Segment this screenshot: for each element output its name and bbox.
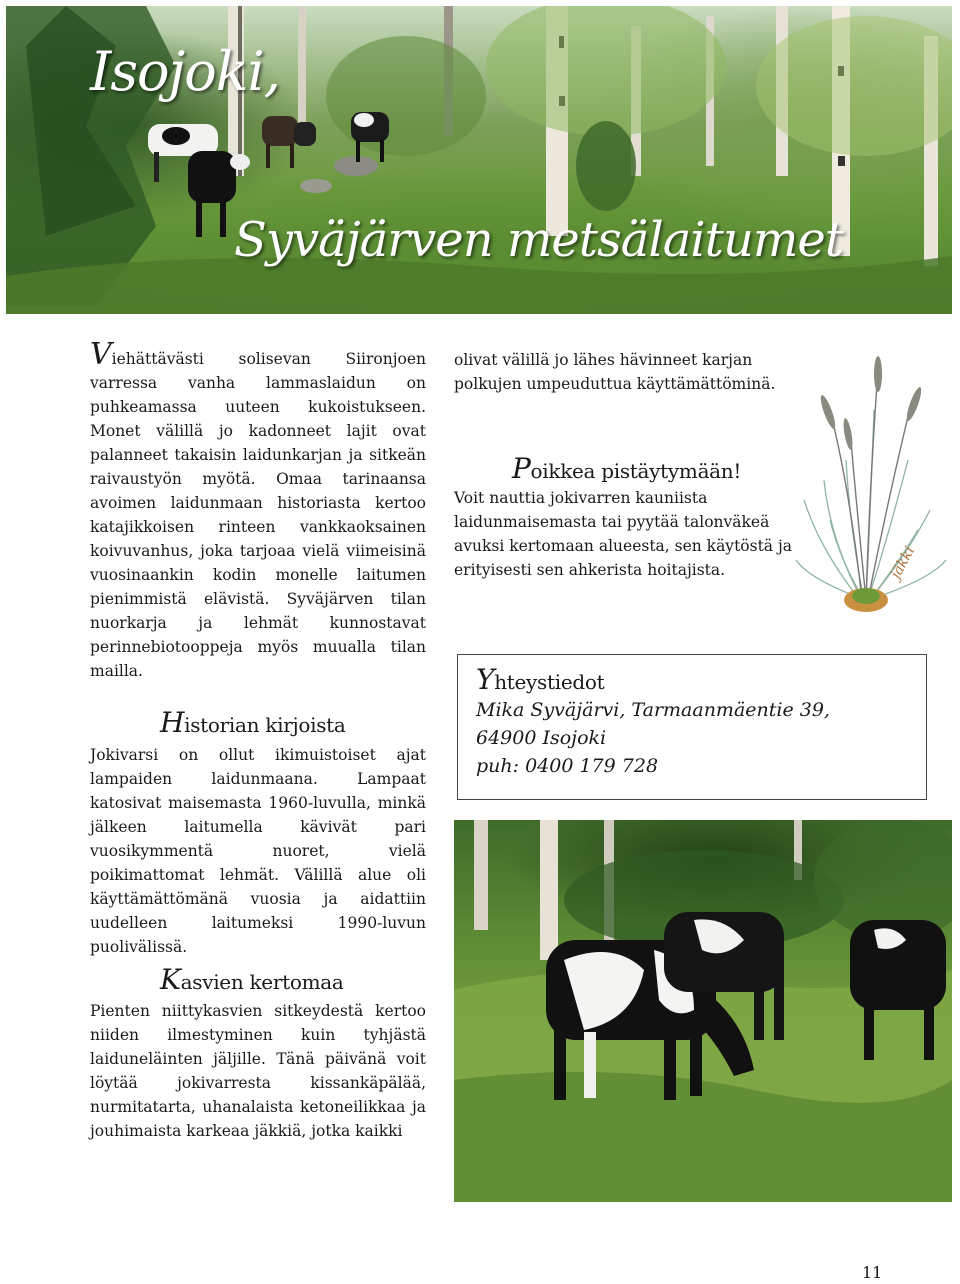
contact-box [457, 654, 927, 800]
intro-paragraph [90, 337, 426, 683]
cows-photo [454, 820, 952, 1202]
grass-illustration [790, 350, 950, 620]
contact-heading-cap: Y [476, 663, 495, 696]
plants-heading-text: asvien kertomaa [180, 970, 344, 994]
contact-heading [476, 663, 908, 696]
grazing-cows-illustration [454, 820, 952, 1202]
visit-heading-cap: P [512, 452, 531, 485]
intro-text: iehättävästi solisevan Siironjoen varressa vanha lammaslaidun on puhkeamassa uuteen kukoistukseen. Monet välillä jo kadonneet lajit ovat palanneet takaisin laidunkarjan ja sitkeän raivaustyön myötä. Omaa tarinaansa avoimen laidunmaan historiasta kertoo katajikkoisen rinteen vankkaoksainen koivuvanhus, joka tarjoaa vielä viimeisinä vuosinaankin kodin monelle laitumen pienimmistä elävistä. Syväjärven tilan nuorkarja ja lehmät kunnostavat perinnebiotooppeja myös muualla tilan mailla. [90, 350, 426, 680]
page-subtitle: Syväjärven metsälaitumet [234, 212, 844, 268]
page-number: 11 [862, 1263, 883, 1282]
plants-heading [160, 963, 344, 996]
visit-text: Voit nauttia jokivarren kauniista laidunmaisemasta tai pyytää talonväkeä avuksi kertomaan alueesta, sen käytöstä ja erityisesti sen ahkerista hoitajista. [454, 489, 793, 579]
contact-heading-text: hteystiedot [494, 670, 605, 694]
contact-postal: 64900 Isojoki [476, 727, 607, 749]
visit-heading-text: oikkea pistäytymään! [530, 459, 742, 483]
history-heading-cap: H [160, 706, 185, 739]
history-section [90, 743, 426, 959]
history-text: Jokivarsi on ollut ikimuistoiset ajat lampaiden laidunmaana. Lampaat katosivat maisemasta 1960-luvulla, minkä jälkeen laitumella kävivät pari vuosikymmentä nuoret, vielä poikimattomat lehmät. Välillä alue oli käyttämättömänä vuosia ja aidattiin uudelleen laitumeksi 1990-luvun puolivälissä. [90, 746, 426, 956]
plants-heading-cap: K [160, 963, 181, 996]
plants-section [90, 999, 426, 1143]
plants-text: Pienten niittykasvien sitkeydestä kertoo niiden ilmestyminen kuin tyhjästä laiduneläinten jäljille. Tänä päivänä voit löytää jokivarresta kissankäpälää, nurmitatarta, uhanalaista ketoneilikkaa ja jouhimaista karkeaa jäkkiä, jotka kaikki [90, 1002, 426, 1140]
contact-phone[interactable]: puh: 0400 179 728 [476, 755, 659, 777]
continued-text: olivat välillä jo lähes hävinneet karjan polkujen umpeuduttua käyttämättöminä. [454, 351, 776, 393]
plant-label: jäkki [888, 543, 919, 582]
page-title: Isojoki, [90, 40, 280, 103]
history-heading-text: istorian kirjoista [184, 713, 346, 737]
contact-name-address: Mika Syväjärvi, Tarmaanmäentie 39, [476, 699, 830, 721]
continued-section [454, 348, 794, 396]
visit-section [454, 486, 794, 582]
history-heading [160, 706, 346, 739]
visit-heading [512, 452, 741, 485]
intro-section [90, 337, 426, 683]
drop-cap: V [90, 337, 112, 372]
hero-photo [6, 6, 952, 314]
